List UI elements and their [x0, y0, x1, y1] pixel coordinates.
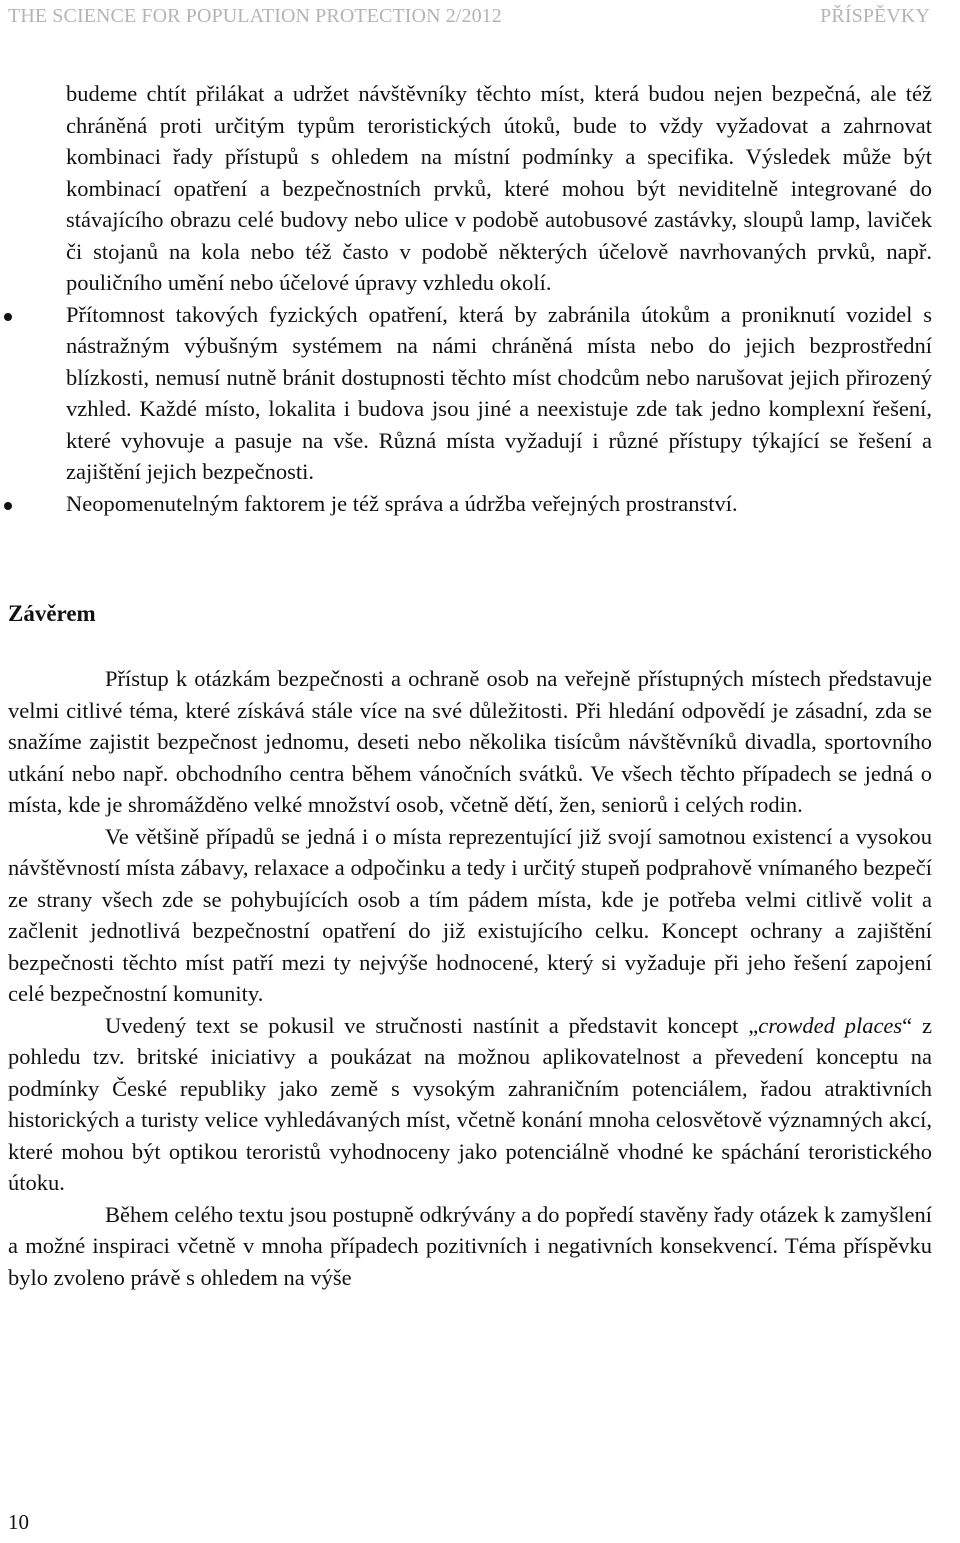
paragraph-lead: Uvedený text se pokusil ve stručnosti nastínit a představit koncept „	[105, 1012, 759, 1038]
conclusion-paragraph-4: Během celého textu jsou postupně odkrývány a do popředí stavěny řady otázek k zamyšlení a možné inspiraci včetně v mnoha případech pozitivních i negativních konsekvencí. Téma příspěvku bylo zvoleno právě s ohledem na výše	[8, 1201, 932, 1290]
conclusion-paragraph-3	[8, 1010, 932, 1199]
bullet-item	[66, 488, 932, 520]
journal-title: THE SCIENCE FOR POPULATION PROTECTION 2/2012	[8, 5, 502, 27]
bullet-icon	[4, 313, 12, 321]
bullet-item	[66, 299, 932, 488]
italic-term: crowded places	[758, 1012, 903, 1038]
page-number: 10	[8, 1510, 29, 1534]
conclusion-paragraph-1: Přístup k otázkám bezpečnosti a ochraně osob na veřejně přístupných místech představuje velmi citlivé téma, které získává stále více na své důležitosti. Při hledání odpovědí je zásadní, zda se snažíme zajistit bezpečnost jednomu, deseti nebo několika tisícům návštěvníků divadla, sportovního utkání nebo např. obchodního centra během vánočních svátků. Ve všech těchto případech se jedná o místa, kde je shromážděno velké množství osob, včetně dětí, žen, seniorů i celých rodin.	[8, 666, 932, 817]
paragraph-tail: “ z pohledu tzv. britské iniciativy a poukázat na možnou aplikovatelnost a převedení konceptu na podmínky České republiky jako země s vysokým zahraničním potenciálem, řadou atraktivních historických a turisty velice vyhledávaných míst, včetně konání mnoha celosvětově významných akcí, které mohou být optikou teroristů vyhodnoceny jako potenciálně vhodné ke spáchání teroristického útoku.	[8, 1012, 932, 1195]
bullet-text: Přítomnost takových fyzických opatření, která by zabránila útokům a proniknutí vozidel s nástražným výbušným systémem na námi chráněná místa nebo do jejich bezprostřední blízkosti, nemusí nutně bránit dostupnosti těchto míst chodcům nebo narušovat jejich přirozený vzhled. Každé místo, lokalita i budova jsou jiné a neexistuje zde tak jedno komplexní řešení, které vyhovuje a pasuje na vše. Různá místa vyžadují i různé přístupy týkající se řešení a zajištění jejich bezpečnosti.	[66, 301, 932, 484]
continuation-paragraph: budeme chtít přilákat a udržet návštěvníky těchto míst, která budou nejen bezpečná, ale též chráněná proti určitým typům teroristických útoků, bude to vždy vyžadovat a zahrnovat kombinaci řady přístupů s ohledem na místní podmínky a specifika. Výsledek může být kombinací opatření a bezpečnostních prvků, které mohou být neviditelně integrované do stávajícího obrazu celé budovy nebo ulice v podobě autobusové zastávky, sloupů lamp, laviček či stojanů na kola nebo též často v podobě některých účelově navrhovaných prvků, např. pouličního umění nebo účelové úpravy vzhledu okolí.	[66, 81, 932, 295]
bullet-list	[66, 78, 932, 519]
section-label: PŘÍSPĚVKY	[820, 5, 930, 27]
article-body	[8, 78, 932, 1293]
running-header	[8, 5, 930, 28]
conclusion-paragraph-2: Ve většině případů se jedná i o místa reprezentující již svojí samotnou existencí a vysokou návštěvností místa zábavy, relaxace a odpočinku a tedy i určitý stupeň podprahově vnímaného bezpečí ze strany všech zde se pohybujících osob a tím pádem místa, kde je potřeba velmi citlivě volit a začlenit jednotlivá bezpečnostní opatření do již existujícího celku. Koncept ochrany a zajištění bezpečnosti těchto míst patří mezi ty nejvýše hodnocené, který si vyžaduje při jeho řešení zapojení celé bezpečnostní komunity.	[8, 823, 932, 1006]
bullet-text: Neopomenutelným faktorem je též správa a údržba veřejných prostranství.	[66, 490, 738, 516]
bullet-icon	[4, 502, 12, 510]
section-heading: Závěrem	[8, 601, 96, 626]
